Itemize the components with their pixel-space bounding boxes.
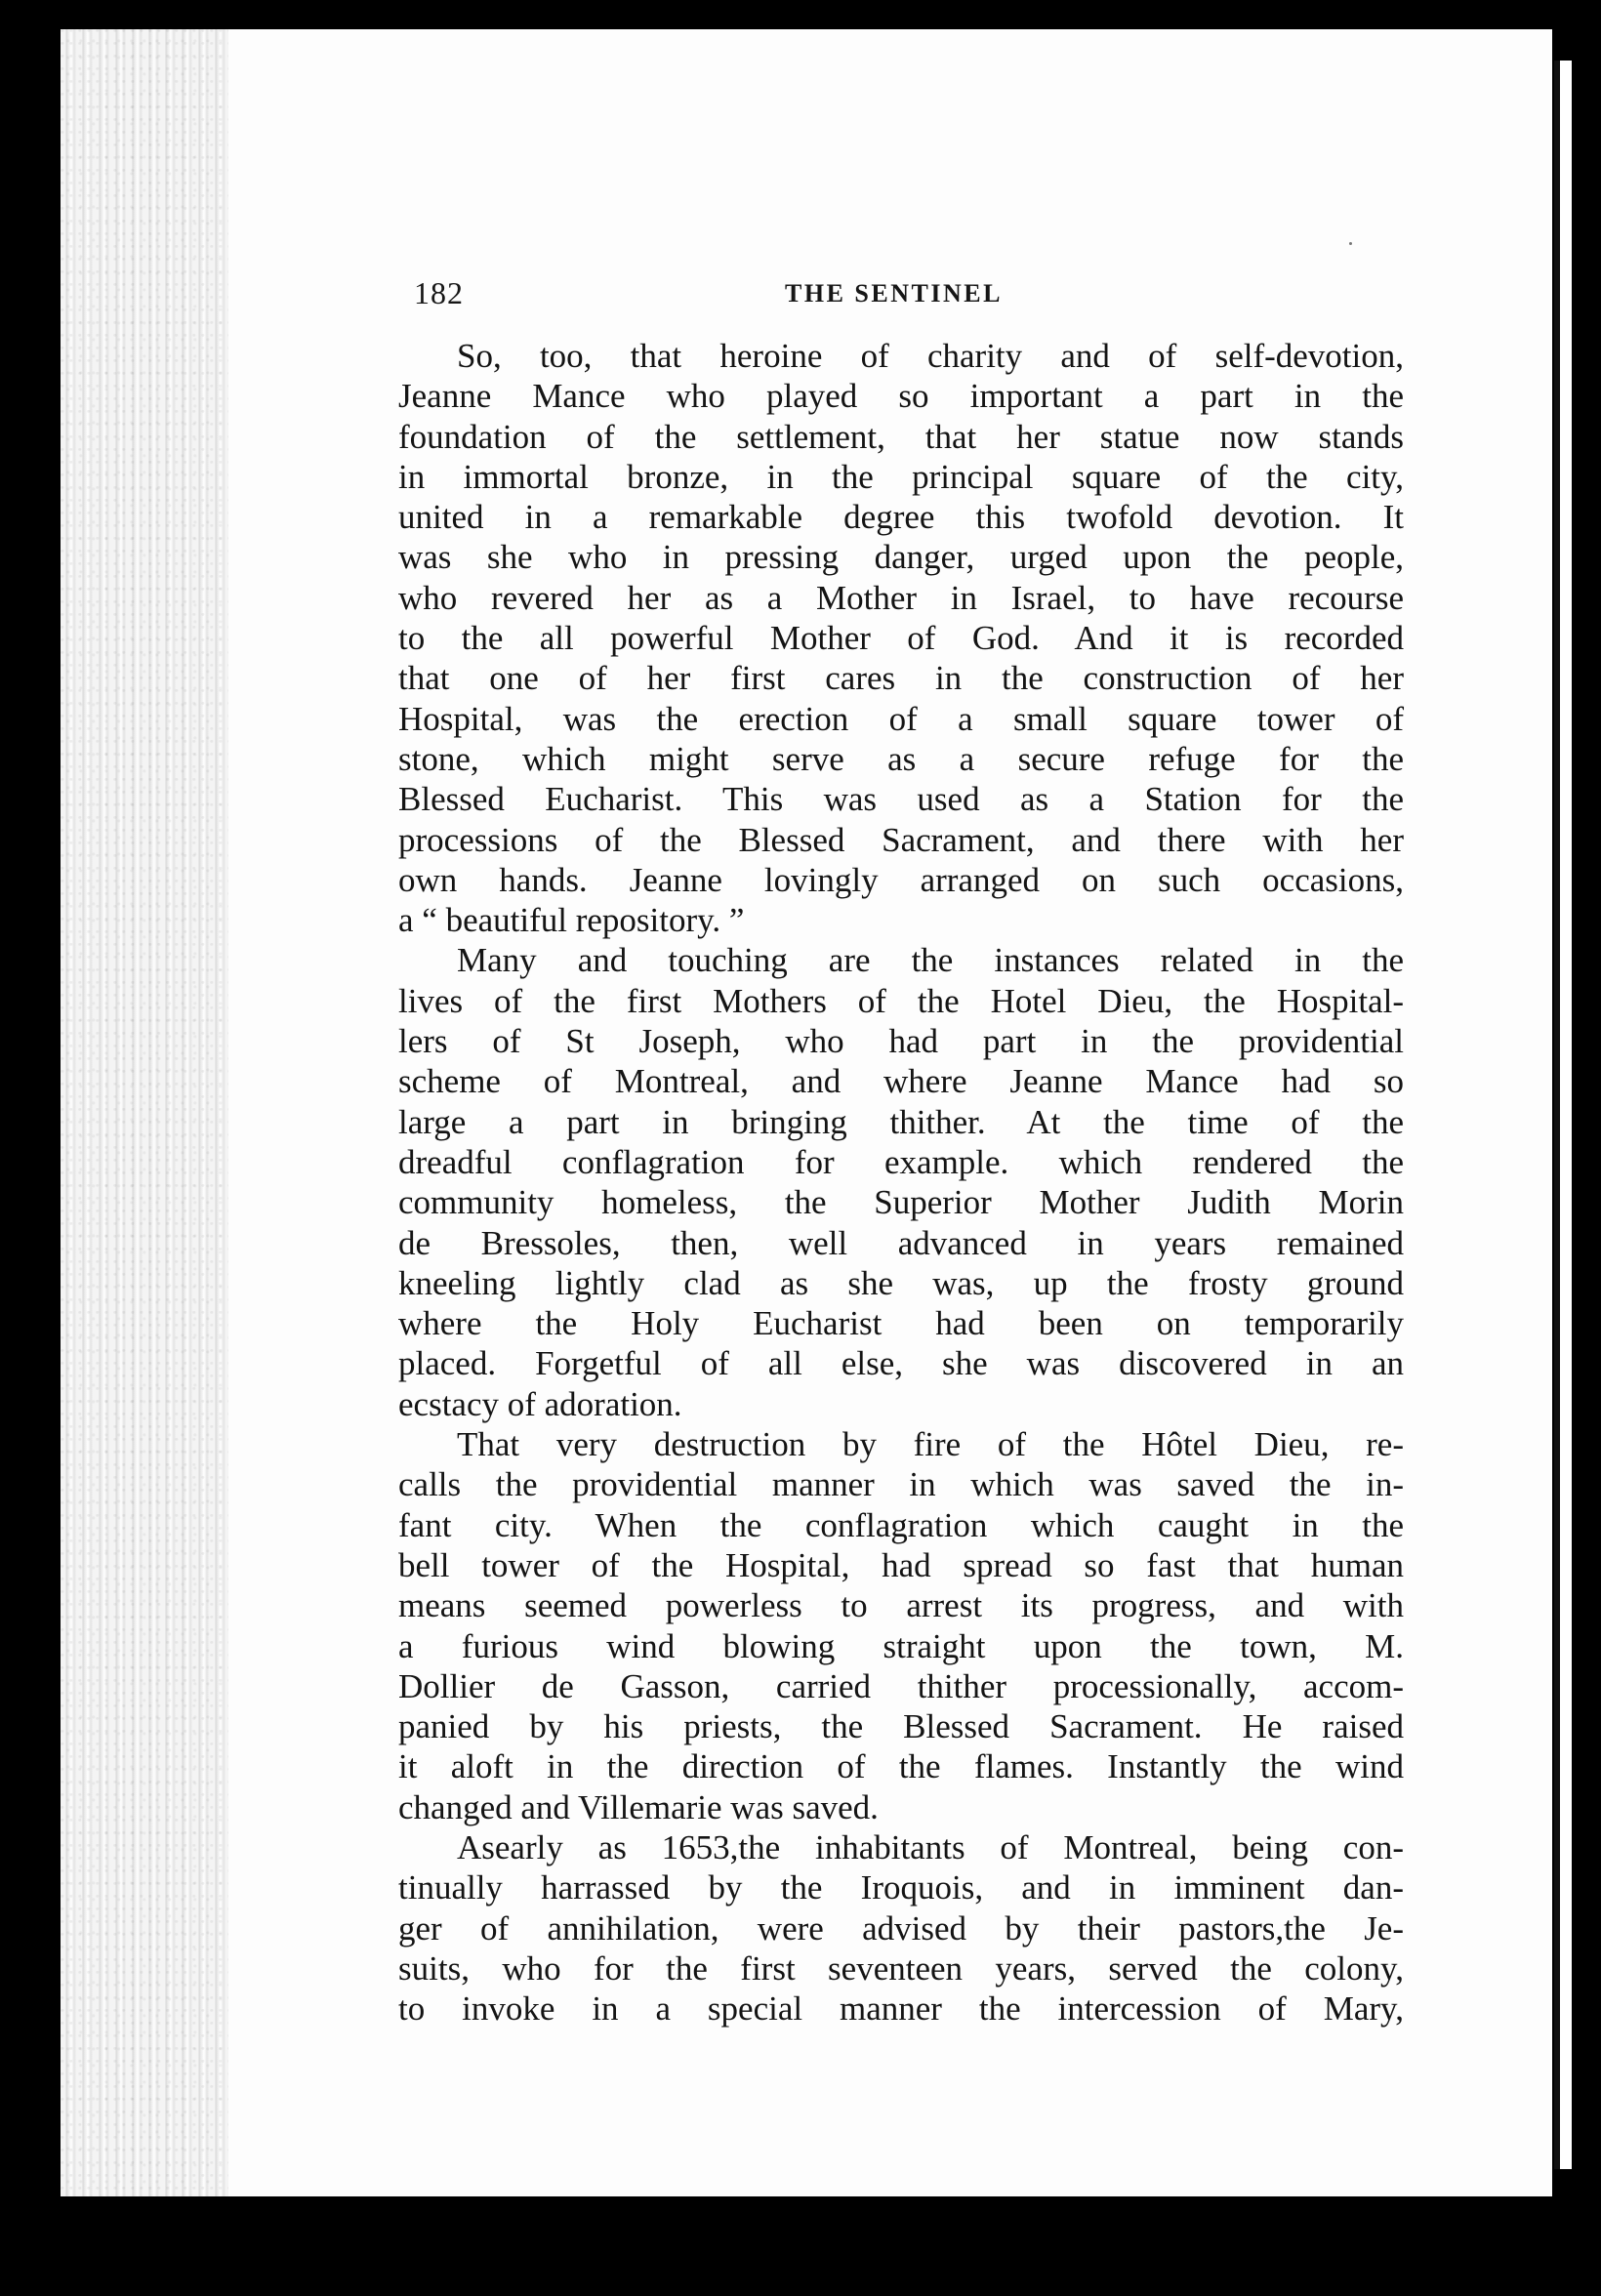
page-number: 182 bbox=[414, 275, 464, 310]
text-line: bell tower of the Hospital, had spread so fast that human bbox=[398, 1545, 1404, 1584]
text-line: a furious wind blowing straight upon the town, M. bbox=[398, 1626, 1404, 1665]
paragraph bbox=[398, 1827, 1404, 2029]
text-line: So, too, that heroine of charity and of self-devotion, bbox=[457, 337, 1404, 375]
text-line: own hands. Jeanne lovingly arranged on such occasions, bbox=[398, 860, 1404, 899]
text-line: de Bressoles, then, well advanced in years remained bbox=[398, 1223, 1404, 1262]
text-line: panied by his priests, the Blessed Sacrament. He raised bbox=[398, 1707, 1404, 1746]
text-line: Hospital, was the erection of a small square tower of bbox=[398, 699, 1404, 738]
text-line: in immortal bronze, in the principal square of the city, bbox=[398, 457, 1404, 496]
paragraph bbox=[398, 940, 1404, 1424]
text-line: stone, which might serve as a secure refuge for the bbox=[398, 739, 1404, 778]
body-text bbox=[398, 336, 1404, 2029]
text-line: who revered her as a Mother in Israel, to have recourse bbox=[398, 578, 1404, 617]
text-line: lers of St Joseph, who had part in the providential bbox=[398, 1022, 1404, 1061]
text-line: suits, who for the first seventeen years, served the colony, bbox=[398, 1948, 1404, 1988]
text-line: to the all powerful Mother of God. And it is recorded bbox=[398, 619, 1404, 658]
text-line: a “ beautiful repository. ” bbox=[398, 901, 745, 940]
text-line: Many and touching are the instances related in the bbox=[457, 941, 1404, 980]
text-line: Asearly as 1653,the inhabitants of Montreal, being con- bbox=[457, 1827, 1404, 1866]
text-line: scheme of Montreal, and where Jeanne Mance had so bbox=[398, 1062, 1404, 1101]
text-line: placed. Forgetful of all else, she was discovered in an bbox=[398, 1344, 1404, 1383]
text-line: kneeling lightly clad as she was, up the frosty ground bbox=[398, 1263, 1404, 1302]
text-line: dreadful conflagration for example. which rendered the bbox=[398, 1142, 1404, 1181]
text-line: community homeless, the Superior Mother Judith Morin bbox=[398, 1183, 1404, 1222]
text-line: Jeanne Mance who played so important a part in the bbox=[398, 377, 1404, 416]
text-line: lives of the first Mothers of the Hotel Dieu, the Hospital- bbox=[398, 981, 1404, 1020]
text-line: ger of annihilation, were advised by their pastors,the Je- bbox=[398, 1908, 1404, 1948]
book-page-edges bbox=[61, 29, 228, 2196]
text-line: where the Holy Eucharist had been on temporarily bbox=[398, 1304, 1404, 1343]
text-line: tinually harrassed by the Iroquois, and in imminent dan- bbox=[398, 1868, 1404, 1907]
text-line: united in a remarkable degree this twofold devotion. It bbox=[398, 498, 1404, 537]
text-line: fant city. When the conflagration which caught in the bbox=[398, 1505, 1404, 1544]
text-line: foundation of the settlement, that her statue now stands bbox=[398, 417, 1404, 456]
text-line: Blessed Eucharist. This was used as a Station for the bbox=[398, 780, 1404, 819]
text-line: That very destruction by fire of the Hôtel Dieu, re- bbox=[457, 1425, 1404, 1464]
paragraph bbox=[398, 1424, 1404, 1827]
running-head: THE SENTINEL bbox=[785, 279, 1003, 308]
text-line: large a part in bringing thither. At the time of the bbox=[398, 1102, 1404, 1141]
text-line: calls the providential manner in which was saved the in- bbox=[398, 1465, 1404, 1504]
text-line: that one of her first cares in the construction of her bbox=[398, 659, 1404, 698]
text-line: processions of the Blessed Sacrament, and there with her bbox=[398, 820, 1404, 859]
text-line: ecstacy of adoration. bbox=[398, 1384, 682, 1423]
ink-speck bbox=[1349, 242, 1352, 245]
text-line: to invoke in a special manner the intercession of Mary, bbox=[398, 1989, 1404, 2029]
page-header bbox=[414, 275, 1058, 314]
facing-page-edge bbox=[1554, 61, 1572, 2169]
paragraph bbox=[398, 336, 1404, 940]
text-line: changed and Villemarie was saved. bbox=[398, 1787, 879, 1826]
text-line: was she who in pressing danger, urged upon the people, bbox=[398, 538, 1404, 577]
text-line: Dollier de Gasson, carried thither processionally, accom- bbox=[398, 1666, 1404, 1705]
text-line: means seemed powerless to arrest its progress, and with bbox=[398, 1586, 1404, 1625]
text-line: it aloft in the direction of the flames. Instantly the wind bbox=[398, 1747, 1404, 1786]
